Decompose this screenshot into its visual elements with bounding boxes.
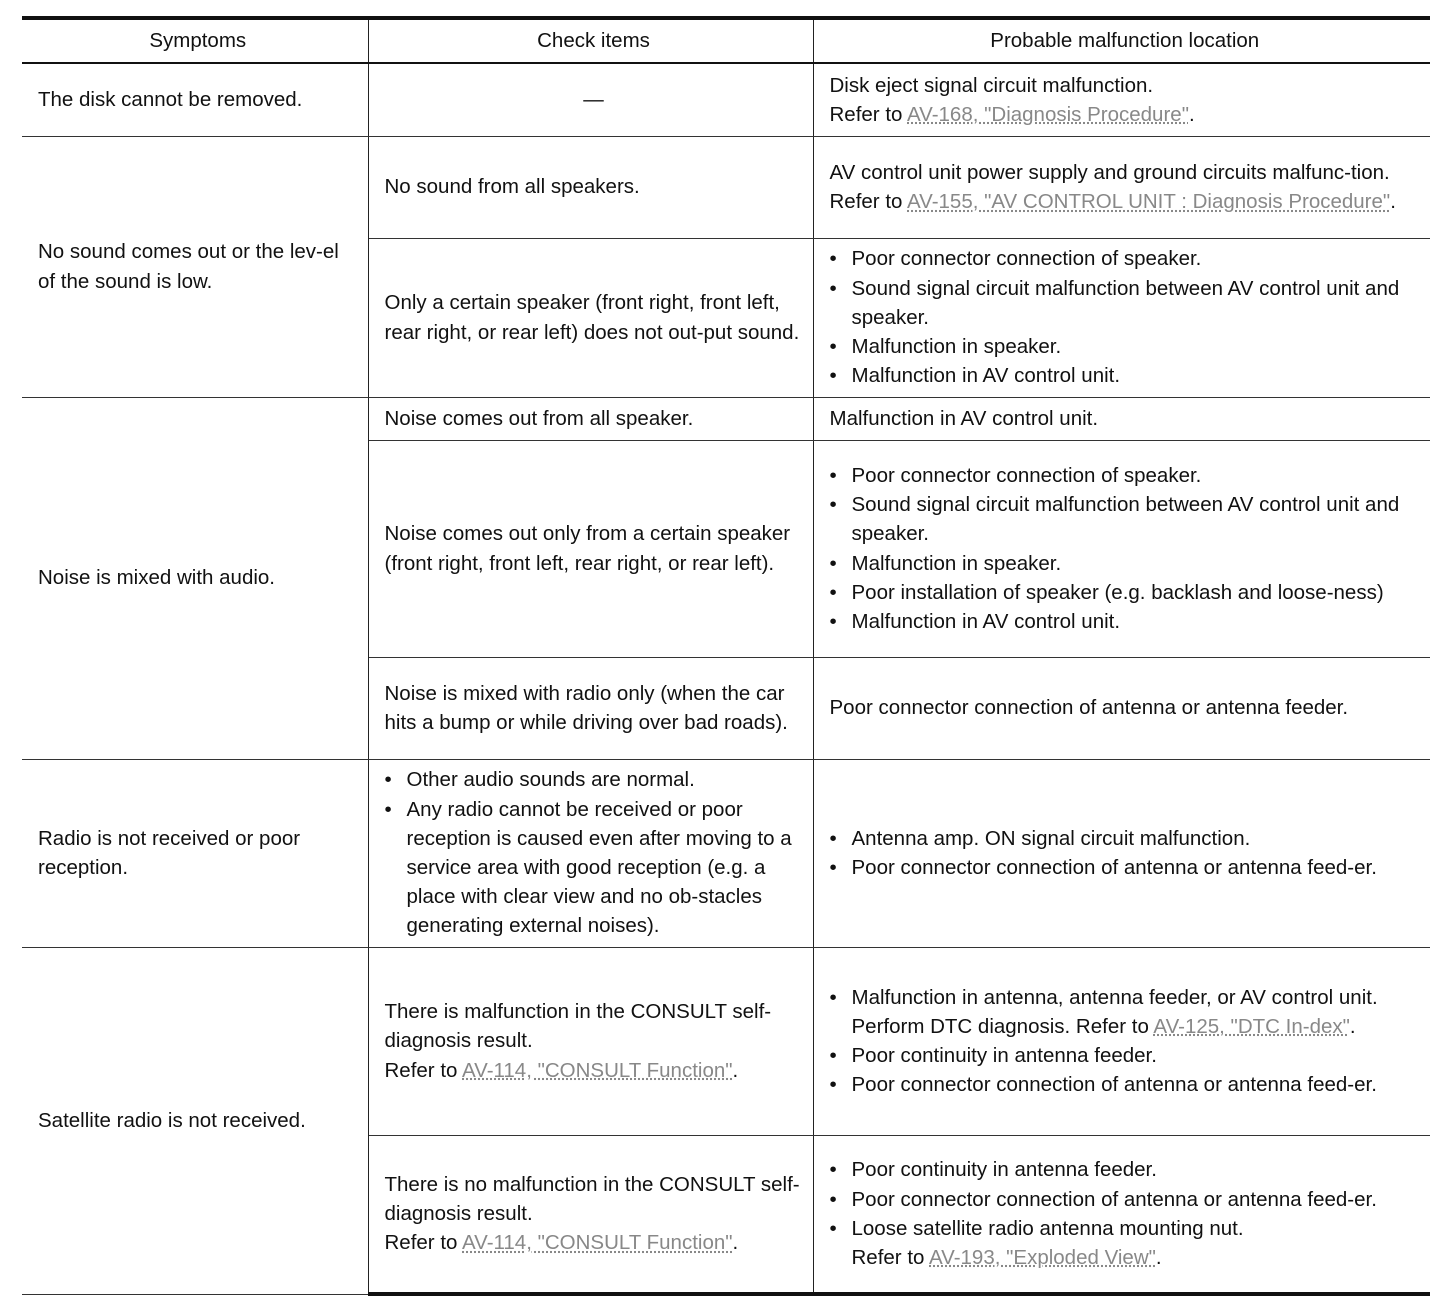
table-row: [22, 759, 1430, 947]
check-text: There is malfunction in the CONSULT self-diagnosis result.: [384, 1000, 772, 1053]
table-row: [22, 947, 1430, 1135]
symptom-cell: The disk cannot be removed.: [22, 63, 368, 136]
location-list: [830, 244, 1421, 390]
list-item: • Malfunction in AV control unit.: [830, 607, 1421, 636]
punctuation: .: [1349, 1014, 1356, 1038]
list-item: • Poor continuity in antenna feeder.: [830, 1041, 1421, 1070]
location-text: AV control unit power supply and ground circuits malfunc-tion. Refer to: [829, 160, 1390, 213]
punctuation: .: [1390, 190, 1396, 213]
location-cell: [813, 63, 1430, 136]
header-check-items: Check items: [368, 18, 813, 63]
symptom-cell: No sound comes out or the lev-el of the sound is low.: [22, 136, 368, 397]
check-cell: [368, 1135, 813, 1294]
symptom-cell: Radio is not received or poor reception.: [22, 759, 368, 947]
symptom-cell: Satellite radio is not received.: [22, 947, 368, 1294]
list-item: • Other audio sounds are normal.: [385, 765, 803, 794]
punctuation: .: [732, 1231, 739, 1255]
header-probable-location: Probable malfunction location: [813, 18, 1430, 63]
reference-link[interactable]: AV-125, "DTC In-dex": [1153, 1014, 1350, 1038]
list-item: • Poor continuity in antenna feeder.: [830, 1155, 1421, 1184]
refer-text: Refer to: [851, 1245, 929, 1269]
list-item: [830, 1214, 1421, 1272]
refer-text: Refer to: [384, 1231, 462, 1255]
reference-link[interactable]: AV-114, "CONSULT Function": [462, 1231, 733, 1255]
list-item: • Sound signal circuit malfunction between AV control unit and speaker.: [830, 490, 1421, 548]
list-item-text: • Loose satellite radio antenna mounting nut.: [851, 1216, 1244, 1240]
location-text: Disk eject signal circuit malfunction.: [829, 73, 1154, 97]
punctuation: .: [732, 1058, 739, 1082]
punctuation: .: [1188, 102, 1195, 126]
header-symptoms: Symptoms: [22, 18, 368, 63]
header-row: [22, 18, 1430, 63]
reference-link[interactable]: AV-155, "AV CONTROL UNIT : Diagnosis Procedure": [907, 190, 1391, 213]
location-cell: [813, 759, 1430, 947]
list-item: • Sound signal circuit malfunction between AV control unit and speaker.: [830, 274, 1421, 332]
list-item: • Malfunction in speaker.: [830, 332, 1421, 361]
reference-link[interactable]: AV-193, "Exploded View": [929, 1245, 1156, 1269]
list-item: • Poor connector connection of antenna or antenna feed-er.: [830, 1185, 1421, 1214]
location-list: [830, 1155, 1421, 1272]
list-item: • Antenna amp. ON signal circuit malfunction.: [830, 824, 1421, 853]
location-cell: [813, 238, 1430, 397]
table-row: [22, 63, 1430, 136]
symptom-cell: Noise is mixed with audio.: [22, 397, 368, 759]
location-cell: [813, 440, 1430, 657]
list-item: • Malfunction in speaker.: [830, 549, 1421, 578]
refer-text: Refer to: [384, 1058, 462, 1082]
check-text: There is no malfunction in the CONSULT self-diagnosis result.: [384, 1172, 800, 1226]
check-cell: Noise is mixed with radio only (when the car hits a bump or while driving over bad roads).: [368, 657, 813, 759]
check-cell: Only a certain speaker (front right, front left, rear right, or rear left) does not out-put sound.: [368, 238, 813, 397]
location-cell: [813, 136, 1430, 238]
check-cell: Noise comes out from all speaker.: [368, 397, 813, 440]
check-list: [385, 765, 803, 940]
location-cell: Poor connector connection of antenna or antenna feeder.: [813, 657, 1430, 759]
location-cell: Malfunction in AV control unit.: [813, 397, 1430, 440]
table-row: [22, 397, 1430, 440]
list-item: • Malfunction in AV control unit.: [830, 361, 1421, 390]
check-cell: [368, 759, 813, 947]
list-item: • Poor connector connection of speaker.: [830, 461, 1421, 490]
list-item: • Poor installation of speaker (e.g. backlash and loose-ness): [830, 578, 1421, 607]
refer-text: Refer to: [829, 102, 907, 126]
punctuation: .: [1155, 1245, 1162, 1269]
reference-link[interactable]: AV-168, "Diagnosis Procedure": [907, 102, 1189, 126]
list-item: • Any radio cannot be received or poor reception is caused even after moving to a service area with good reception (e.g. a place with clear view and no ob-stacles generating external noises).: [385, 795, 803, 941]
table-row: [22, 136, 1430, 238]
list-item-text: Malfunction in antenna, antenna feeder, or AV control unit. Perform DTC diagnosis. Refer to: [851, 985, 1378, 1038]
location-list: [830, 461, 1421, 636]
check-cell: [368, 947, 813, 1135]
list-item: [830, 983, 1421, 1041]
location-cell: [813, 947, 1430, 1135]
check-cell: —: [368, 63, 813, 136]
list-item: • Poor connector connection of antenna or antenna feed-er.: [830, 1070, 1421, 1099]
list-item: • Poor connector connection of antenna or antenna feed-er.: [830, 853, 1421, 882]
location-cell: [813, 1135, 1430, 1294]
reference-link[interactable]: AV-114, "CONSULT Function": [462, 1058, 733, 1082]
list-item: • Poor connector connection of speaker.: [830, 244, 1421, 273]
check-cell: No sound from all speakers.: [368, 136, 813, 238]
location-list: [830, 983, 1421, 1100]
check-cell: Noise comes out only from a certain speaker (front right, front left, rear right, or rear left).: [368, 440, 813, 657]
diagnosis-table: [22, 16, 1430, 1296]
location-list: [830, 824, 1421, 882]
